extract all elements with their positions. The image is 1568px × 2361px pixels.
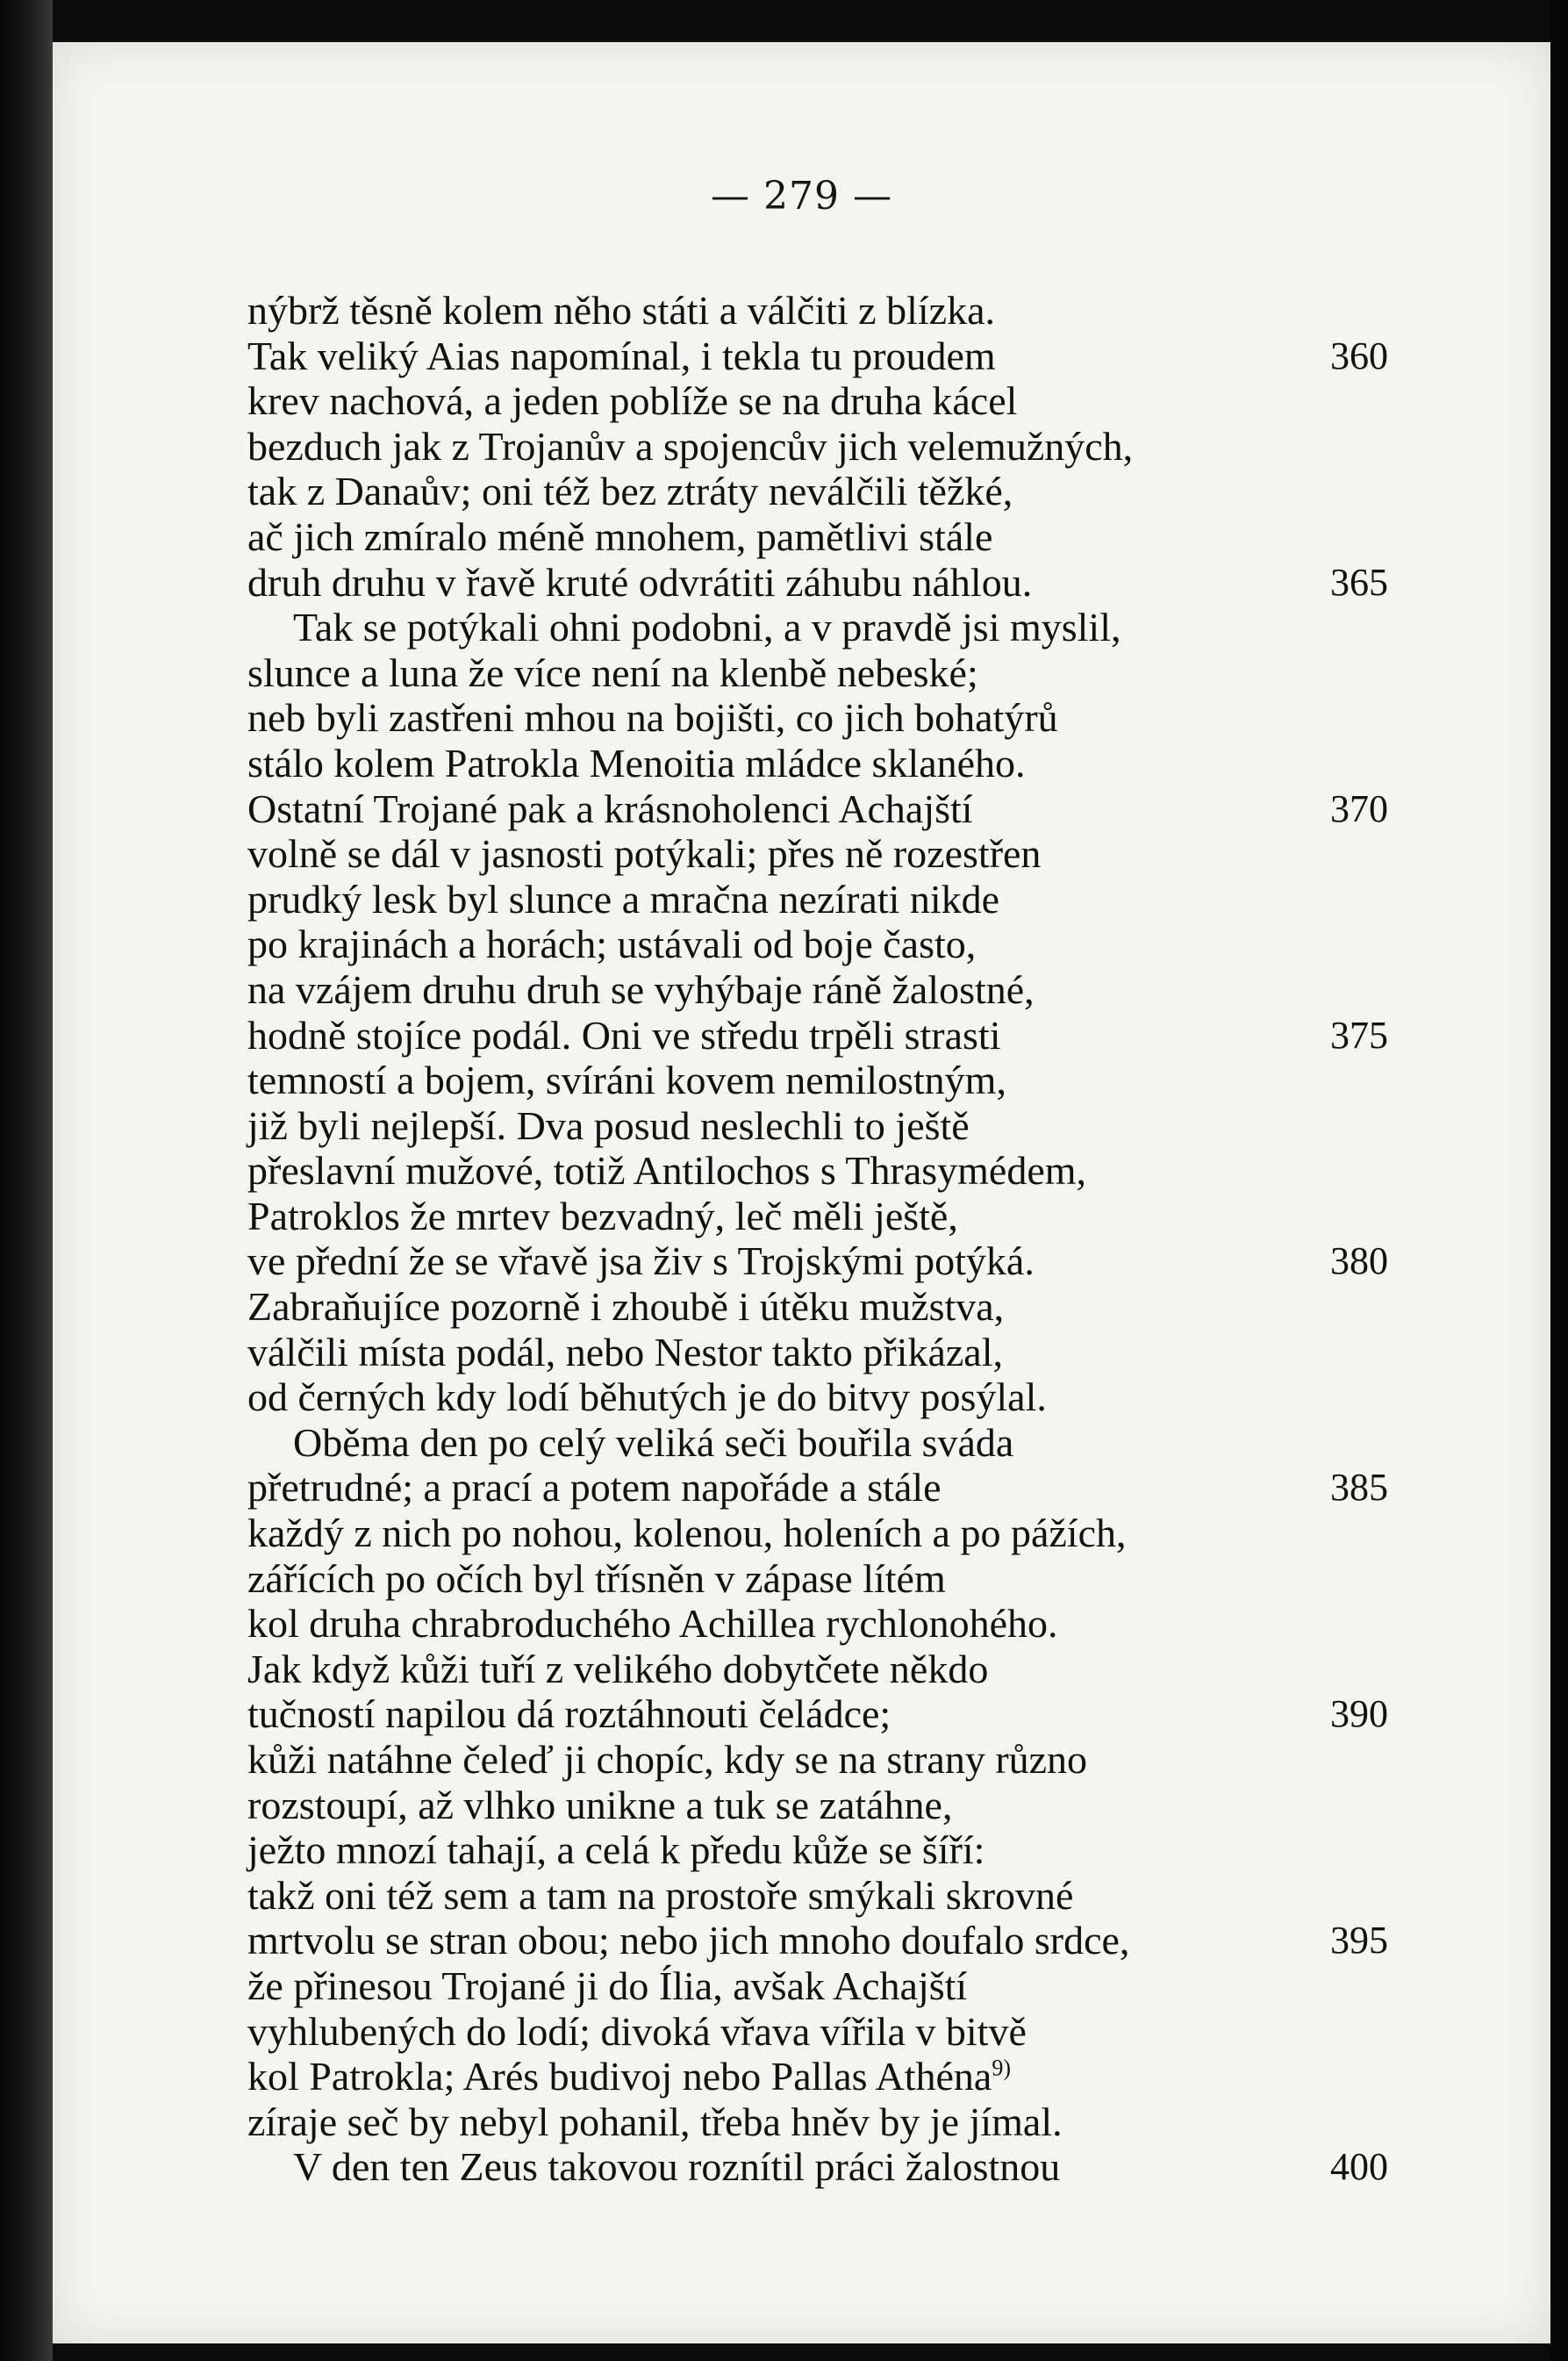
verse-text: kol druha chrabroduchého Achillea rychlonohého. xyxy=(247,1601,1058,1647)
line-number: 390 xyxy=(1330,1692,1388,1736)
verse-line xyxy=(247,1148,1406,1194)
line-number: 400 xyxy=(1330,2145,1388,2189)
verse-line xyxy=(247,922,1406,967)
verse-text: Tak se potýkali ohni podobni, a v pravdě jsi myslil, xyxy=(293,605,1121,650)
verse-text: hodně stojíce podál. Oni ve středu trpěli strasti xyxy=(247,1012,1001,1058)
verse-text: takž oni též sem a tam na prostoře smýkali skrovné xyxy=(247,1872,1074,1918)
verse-line xyxy=(247,650,1406,696)
verse-text: zíraje seč by nebyl pohanil, třeba hněv by je jímal. xyxy=(247,2099,1063,2144)
verse-text: Tak veliký Aias napomínal, i tekla tu proudem xyxy=(247,333,996,378)
verse-line xyxy=(247,1103,1406,1149)
verse-line xyxy=(247,378,1406,424)
verse-line xyxy=(247,1827,1406,1873)
verse-text: zářících po očích byl třísněn v zápase lítém xyxy=(247,1555,946,1601)
verse-text: přeslavní mužové, totiž Antilochos s Thrasymédem, xyxy=(247,1148,1087,1194)
verse-text: Jak když kůži tuří z velikého dobytčete někdo xyxy=(247,1646,989,1691)
verse-line xyxy=(247,1873,1406,1919)
verse-line xyxy=(247,1918,1406,1963)
verse-text: přetrudné; a prací a potem napořáde a stále xyxy=(247,1465,942,1511)
verse-text: volně se dál v jasnosti potýkali; přes ně rozestřen xyxy=(247,831,1042,877)
verse-line xyxy=(247,1737,1406,1783)
verse-line xyxy=(247,2144,1406,2190)
verse-text: Ostatní Trojané pak a krásnoholenci Achajští xyxy=(247,786,973,831)
verse-line xyxy=(247,1330,1406,1375)
verse-line xyxy=(247,469,1406,514)
verse-line xyxy=(247,1511,1406,1556)
verse-text: bezduch jak z Trojanův a spojencův jich velemužných, xyxy=(247,423,1134,469)
verse-text: Oběma den po celý veliká seči bouřila sváda xyxy=(293,1419,1014,1465)
footnote-marker: 9) xyxy=(992,2055,1011,2081)
line-number: 385 xyxy=(1330,1466,1388,1510)
verse-text: na vzájem druhu druh se vyhýbaje ráně žalostné, xyxy=(247,966,1035,1012)
verse-text: od černých kdy lodí běhutých je do bitvy posýlal. xyxy=(247,1374,1047,1420)
verse-text: válčili místa podál, nebo Nestor takto přikázal, xyxy=(247,1329,1003,1374)
verse-text: rozstoupí, až vlhko unikne a tuk se zatáhne, xyxy=(247,1782,953,1827)
verse-line xyxy=(247,1691,1406,1737)
verse-line xyxy=(247,2009,1406,2055)
verse-text: každý z nich po nohou, kolenou, holeních a po pážích, xyxy=(247,1511,1127,1556)
verse-line xyxy=(247,831,1406,877)
verse-text: že přinesou Trojané ji do Ília, avšak Achajští xyxy=(247,1963,968,2008)
verse-line xyxy=(247,1194,1406,1239)
verse-line xyxy=(247,2099,1406,2145)
verse-line xyxy=(247,1420,1406,1466)
verse-text: V den ten Zeus takovou roznítil práci žalostnou xyxy=(293,2144,1061,2190)
line-number: 375 xyxy=(1330,1013,1388,1057)
verse-line xyxy=(247,695,1406,741)
verse-line xyxy=(247,877,1406,922)
verse-line xyxy=(247,1963,1406,2009)
verse-line xyxy=(247,514,1406,560)
verse-text: neb byli zastřeni mhou na bojišti, co jich bohatýrů xyxy=(247,695,1058,741)
verse-line xyxy=(247,288,1406,334)
verse-line xyxy=(247,1058,1406,1103)
line-number: 395 xyxy=(1330,1919,1388,1963)
line-number: 380 xyxy=(1330,1239,1388,1283)
verse-line xyxy=(247,605,1406,650)
verse-line xyxy=(247,1465,1406,1511)
verse-text: po krajinách a horách; ustávali od boje často, xyxy=(247,922,977,967)
verse-text: ač jich zmíralo méně mnohem, pamětlivi stále xyxy=(247,513,993,559)
verse-line xyxy=(247,1647,1406,1692)
verse-text: prudký lesk byl slunce a mračna nezírati nikde xyxy=(247,876,1000,922)
book-page xyxy=(53,42,1550,2343)
verse-text: již byli nejlepší. Dva posud neslechli to ještě xyxy=(247,1102,970,1148)
verse-line xyxy=(247,424,1406,470)
verse-line xyxy=(247,2054,1406,2099)
verse-text: druh druhu v řavě kruté odvrátiti záhubu náhlou. xyxy=(247,559,1033,605)
book-spine-shadow xyxy=(0,0,53,2361)
verse-line xyxy=(247,334,1406,379)
line-number: 370 xyxy=(1330,786,1388,830)
verse-line xyxy=(247,1013,1406,1059)
verse-text: slunce a luna že více není na klenbě nebeské; xyxy=(247,649,978,695)
verse-text: kol Patrokla; Arés budivoj nebo Pallas Athéna xyxy=(247,2054,992,2099)
verse-text: ve přední že se vřavě jsa živ s Trojskými potýká. xyxy=(247,1238,1035,1284)
verse-text: temností a bojem, svíráni kovem nemilostným, xyxy=(247,1058,1006,1103)
verse-line xyxy=(247,1601,1406,1647)
line-number: 365 xyxy=(1330,560,1388,604)
line-number: 360 xyxy=(1330,334,1388,377)
verse-text: stálo kolem Patrokla Menoitia mládce sklaného. xyxy=(247,740,1026,786)
verse-text: tučností napilou dá roztáhnouti čeládce; xyxy=(247,1691,891,1737)
verse-text: kůži natáhne čeleď ji chopíc, kdy se na strany různo xyxy=(247,1737,1088,1782)
verse-line xyxy=(247,1374,1406,1420)
page-number: — 279 — xyxy=(711,174,892,219)
verse-line xyxy=(247,1556,1406,1602)
verse-text: Zabraňujíce pozorně i zhoubě i útěku mužstva, xyxy=(247,1284,1005,1330)
verse-text: mrtvolu se stran obou; nebo jich mnoho doufalo srdce, xyxy=(247,1918,1130,1963)
verse-line xyxy=(247,741,1406,786)
verse-line xyxy=(247,967,1406,1013)
verse-line xyxy=(247,1783,1406,1828)
verse-line xyxy=(247,560,1406,606)
verse-text: tak z Danaův; oni též bez ztráty neválčili těžké, xyxy=(247,469,1013,514)
verse-text: vyhlubených do lodí; divoká vřava vířila v bitvě xyxy=(247,2008,1027,2054)
verse-text: ježto mnozí tahají, a celá k předu kůže se šíří: xyxy=(247,1827,985,1873)
verse-text: krev nachová, a jeden poblíže se na druha kácel xyxy=(247,378,1018,424)
verse-line xyxy=(247,786,1406,832)
page-edge-shadow xyxy=(1550,0,1568,2361)
verse-text: Patroklos že mrtev bezvadný, leč měli ještě, xyxy=(247,1193,958,1238)
verse-line xyxy=(247,1284,1406,1330)
verse-block xyxy=(247,288,1406,2190)
verse-line xyxy=(247,1238,1406,1284)
verse-text: nýbrž těsně kolem něho státi a válčiti z blízka. xyxy=(247,288,995,333)
